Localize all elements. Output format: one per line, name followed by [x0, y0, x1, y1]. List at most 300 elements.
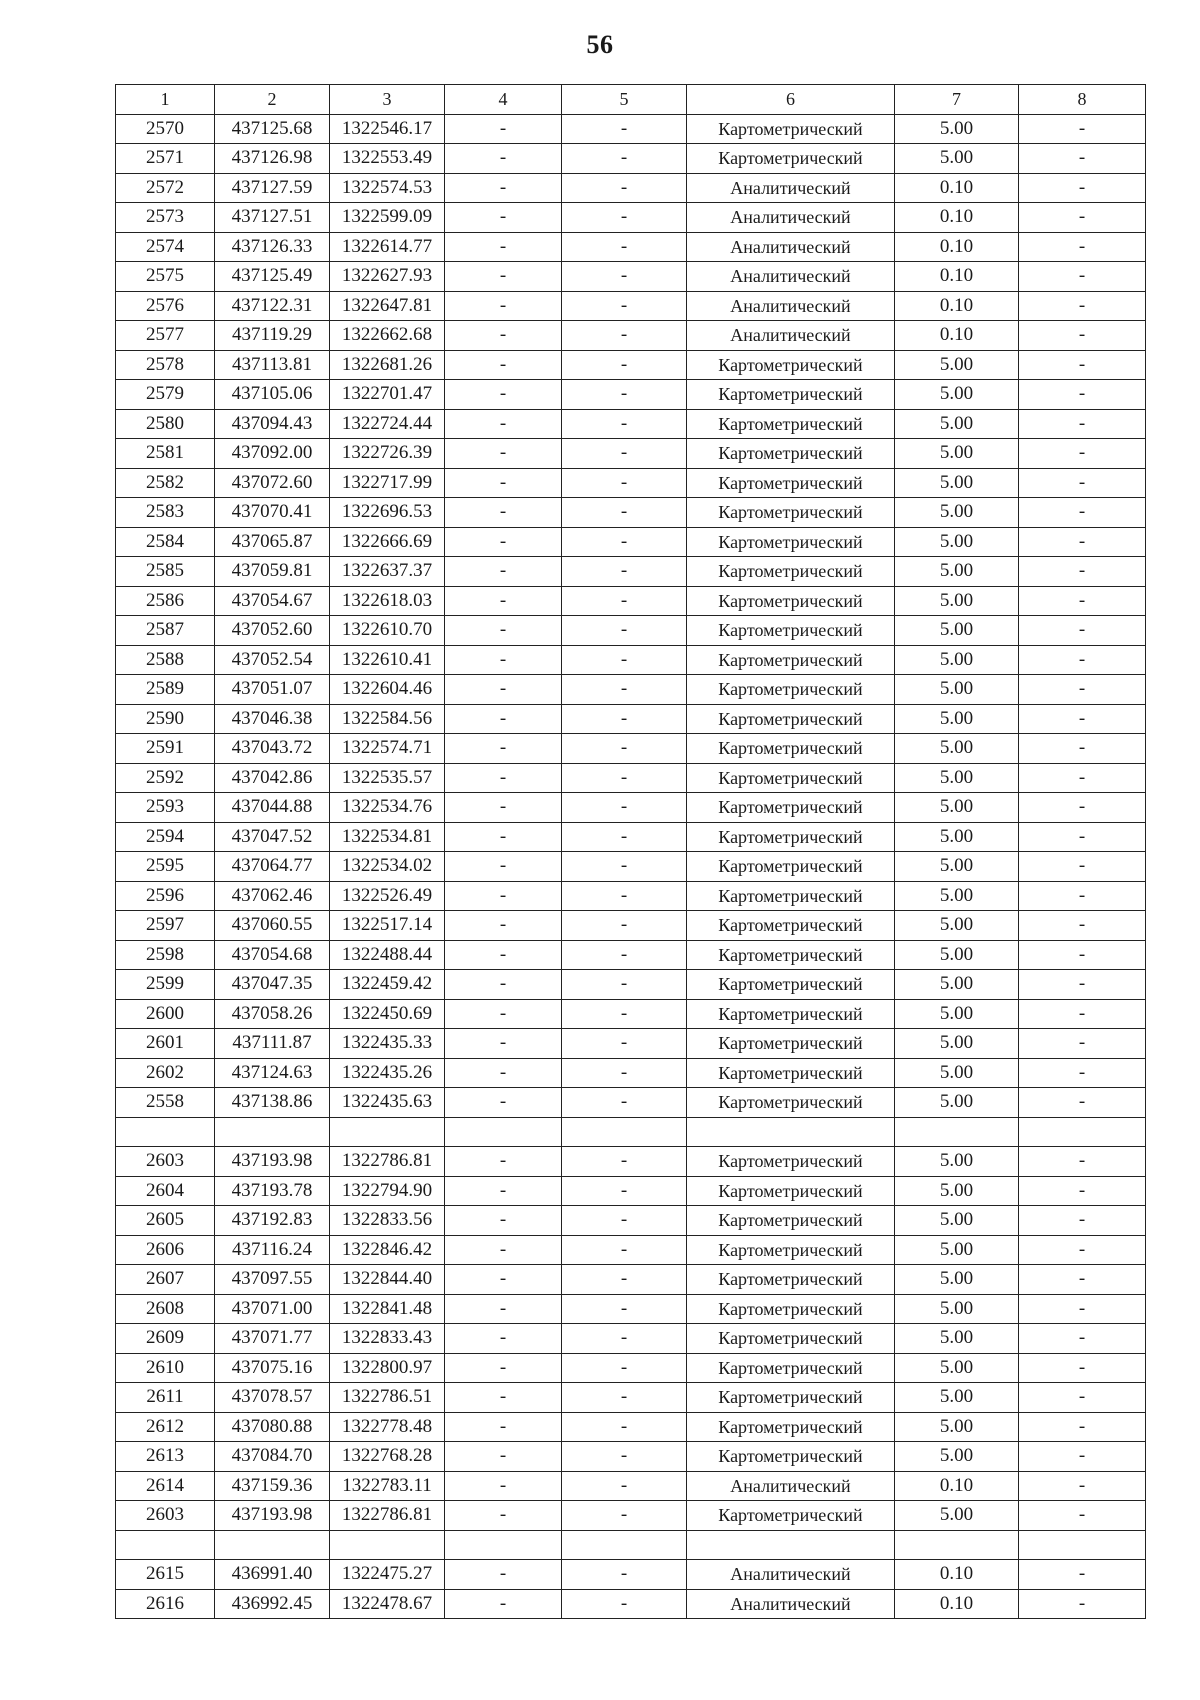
column-8-cell: -	[1019, 321, 1146, 351]
x-coordinate-cell	[215, 1117, 330, 1147]
accuracy-cell: 5.00	[895, 1206, 1019, 1236]
point-id-cell: 2570	[116, 114, 215, 144]
column-8-cell: -	[1019, 1088, 1146, 1118]
x-coordinate-cell: 437070.41	[215, 498, 330, 528]
y-coordinate-cell: 1322604.46	[330, 675, 445, 705]
column-5-cell	[562, 1117, 687, 1147]
column-5-cell: -	[562, 1235, 687, 1265]
accuracy-cell: 0.10	[895, 291, 1019, 321]
method-cell: Картометрический	[687, 1029, 895, 1059]
accuracy-cell: 5.00	[895, 439, 1019, 469]
y-coordinate-cell: 1322768.28	[330, 1442, 445, 1472]
column-5-cell: -	[562, 232, 687, 262]
table-row	[116, 1117, 1146, 1147]
column-8-cell: -	[1019, 409, 1146, 439]
table-row	[116, 675, 1146, 705]
accuracy-cell: 5.00	[895, 1442, 1019, 1472]
column-5-cell: -	[562, 586, 687, 616]
accuracy-cell: 0.10	[895, 1560, 1019, 1590]
method-cell: Аналитический	[687, 262, 895, 292]
column-header: 2	[215, 85, 330, 115]
x-coordinate-cell: 437193.78	[215, 1176, 330, 1206]
column-8-cell: -	[1019, 557, 1146, 587]
point-id-cell: 2588	[116, 645, 215, 675]
x-coordinate-cell: 437159.36	[215, 1471, 330, 1501]
column-8-cell: -	[1019, 1442, 1146, 1472]
x-coordinate-cell: 437111.87	[215, 1029, 330, 1059]
table-row	[116, 1029, 1146, 1059]
x-coordinate-cell: 437054.68	[215, 940, 330, 970]
column-4-cell: -	[445, 852, 562, 882]
table-body	[116, 114, 1146, 1619]
accuracy-cell: 5.00	[895, 645, 1019, 675]
table-row	[116, 852, 1146, 882]
column-4-cell: -	[445, 291, 562, 321]
x-coordinate-cell: 437075.16	[215, 1353, 330, 1383]
x-coordinate-cell: 436992.45	[215, 1589, 330, 1619]
x-coordinate-cell: 437094.43	[215, 409, 330, 439]
column-8-cell: -	[1019, 1029, 1146, 1059]
column-8-cell: -	[1019, 144, 1146, 174]
accuracy-cell: 5.00	[895, 970, 1019, 1000]
column-5-cell: -	[562, 144, 687, 174]
column-5-cell: -	[562, 1088, 687, 1118]
x-coordinate-cell: 437071.00	[215, 1294, 330, 1324]
accuracy-cell: 0.10	[895, 321, 1019, 351]
column-8-cell: -	[1019, 940, 1146, 970]
accuracy-cell: 5.00	[895, 1353, 1019, 1383]
accuracy-cell: 5.00	[895, 498, 1019, 528]
table-row	[116, 1265, 1146, 1295]
method-cell: Картометрический	[687, 1442, 895, 1472]
accuracy-cell: 5.00	[895, 1324, 1019, 1354]
x-coordinate-cell: 437138.86	[215, 1088, 330, 1118]
column-8-cell: -	[1019, 232, 1146, 262]
table-row	[116, 734, 1146, 764]
column-4-cell: -	[445, 527, 562, 557]
column-4-cell: -	[445, 1206, 562, 1236]
point-id-cell: 2589	[116, 675, 215, 705]
method-cell: Аналитический	[687, 203, 895, 233]
accuracy-cell: 5.00	[895, 409, 1019, 439]
method-cell: Картометрический	[687, 1324, 895, 1354]
point-id-cell: 2599	[116, 970, 215, 1000]
y-coordinate-cell: 1322435.63	[330, 1088, 445, 1118]
y-coordinate-cell: 1322647.81	[330, 291, 445, 321]
column-4-cell: -	[445, 498, 562, 528]
y-coordinate-cell: 1322717.99	[330, 468, 445, 498]
x-coordinate-cell: 436991.40	[215, 1560, 330, 1590]
x-coordinate-cell: 437126.98	[215, 144, 330, 174]
method-cell: Картометрический	[687, 1206, 895, 1236]
method-cell: Картометрический	[687, 557, 895, 587]
y-coordinate-cell: 1322475.27	[330, 1560, 445, 1590]
point-id-cell: 2616	[116, 1589, 215, 1619]
method-cell: Картометрический	[687, 1412, 895, 1442]
point-id-cell: 2585	[116, 557, 215, 587]
method-cell: Картометрический	[687, 144, 895, 174]
accuracy-cell	[895, 1117, 1019, 1147]
y-coordinate-cell: 1322584.56	[330, 704, 445, 734]
x-coordinate-cell: 437071.77	[215, 1324, 330, 1354]
method-cell: Аналитический	[687, 173, 895, 203]
column-5-cell: -	[562, 1560, 687, 1590]
accuracy-cell: 5.00	[895, 1058, 1019, 1088]
column-4-cell	[445, 1530, 562, 1560]
x-coordinate-cell: 437047.35	[215, 970, 330, 1000]
method-cell: Картометрический	[687, 1235, 895, 1265]
point-id-cell: 2614	[116, 1471, 215, 1501]
column-8-cell: -	[1019, 527, 1146, 557]
y-coordinate-cell: 1322724.44	[330, 409, 445, 439]
x-coordinate-cell: 437193.98	[215, 1501, 330, 1531]
table-row	[116, 144, 1146, 174]
column-header: 1	[116, 85, 215, 115]
point-id-cell	[116, 1530, 215, 1560]
column-4-cell: -	[445, 763, 562, 793]
accuracy-cell: 5.00	[895, 527, 1019, 557]
column-4-cell: -	[445, 1353, 562, 1383]
column-5-cell: -	[562, 291, 687, 321]
accuracy-cell	[895, 1530, 1019, 1560]
column-8-cell: -	[1019, 1589, 1146, 1619]
column-4-cell: -	[445, 1147, 562, 1177]
accuracy-cell: 5.00	[895, 1294, 1019, 1324]
table-row	[116, 232, 1146, 262]
point-id-cell: 2611	[116, 1383, 215, 1413]
column-8-cell: -	[1019, 173, 1146, 203]
column-4-cell: -	[445, 380, 562, 410]
column-8-cell	[1019, 1530, 1146, 1560]
x-coordinate-cell: 437097.55	[215, 1265, 330, 1295]
table-row	[116, 999, 1146, 1029]
column-4-cell: -	[445, 1265, 562, 1295]
y-coordinate-cell	[330, 1117, 445, 1147]
x-coordinate-cell: 437058.26	[215, 999, 330, 1029]
table-header-row	[116, 85, 1146, 115]
x-coordinate-cell: 437192.83	[215, 1206, 330, 1236]
accuracy-cell: 5.00	[895, 1501, 1019, 1531]
column-5-cell: -	[562, 1294, 687, 1324]
method-cell: Картометрический	[687, 940, 895, 970]
column-8-cell: -	[1019, 822, 1146, 852]
method-cell: Картометрический	[687, 586, 895, 616]
y-coordinate-cell: 1322662.68	[330, 321, 445, 351]
table-row	[116, 1058, 1146, 1088]
method-cell: Картометрический	[687, 1265, 895, 1295]
column-8-cell: -	[1019, 439, 1146, 469]
table-row	[116, 763, 1146, 793]
column-4-cell: -	[445, 1412, 562, 1442]
x-coordinate-cell: 437047.52	[215, 822, 330, 852]
column-4-cell: -	[445, 1383, 562, 1413]
table-row	[116, 1206, 1146, 1236]
column-5-cell: -	[562, 1206, 687, 1236]
column-4-cell: -	[445, 1501, 562, 1531]
accuracy-cell: 5.00	[895, 616, 1019, 646]
column-8-cell: -	[1019, 881, 1146, 911]
point-id-cell: 2607	[116, 1265, 215, 1295]
method-cell: Картометрический	[687, 616, 895, 646]
table-row	[116, 1471, 1146, 1501]
column-5-cell: -	[562, 262, 687, 292]
x-coordinate-cell: 437125.49	[215, 262, 330, 292]
table-row	[116, 970, 1146, 1000]
column-4-cell: -	[445, 114, 562, 144]
point-id-cell: 2575	[116, 262, 215, 292]
table-row	[116, 1147, 1146, 1177]
column-8-cell: -	[1019, 1206, 1146, 1236]
column-5-cell: -	[562, 675, 687, 705]
accuracy-cell: 5.00	[895, 468, 1019, 498]
point-id-cell: 2586	[116, 586, 215, 616]
point-id-cell: 2608	[116, 1294, 215, 1324]
table-row	[116, 1442, 1146, 1472]
column-8-cell: -	[1019, 1176, 1146, 1206]
x-coordinate-cell: 437052.60	[215, 616, 330, 646]
y-coordinate-cell: 1322435.33	[330, 1029, 445, 1059]
y-coordinate-cell: 1322726.39	[330, 439, 445, 469]
point-id-cell: 2600	[116, 999, 215, 1029]
y-coordinate-cell: 1322599.09	[330, 203, 445, 233]
point-id-cell: 2581	[116, 439, 215, 469]
column-5-cell: -	[562, 1383, 687, 1413]
column-4-cell: -	[445, 1589, 562, 1619]
y-coordinate-cell: 1322478.67	[330, 1589, 445, 1619]
point-id-cell: 2580	[116, 409, 215, 439]
table-row	[116, 1560, 1146, 1590]
point-id-cell: 2558	[116, 1088, 215, 1118]
point-id-cell: 2604	[116, 1176, 215, 1206]
column-8-cell: -	[1019, 1471, 1146, 1501]
x-coordinate-cell: 437127.59	[215, 173, 330, 203]
y-coordinate-cell: 1322553.49	[330, 144, 445, 174]
column-5-cell: -	[562, 970, 687, 1000]
column-5-cell: -	[562, 380, 687, 410]
y-coordinate-cell: 1322666.69	[330, 527, 445, 557]
column-8-cell: -	[1019, 1412, 1146, 1442]
column-5-cell: -	[562, 203, 687, 233]
column-4-cell: -	[445, 409, 562, 439]
table-row	[116, 1501, 1146, 1531]
table-row	[116, 793, 1146, 823]
method-cell: Аналитический	[687, 1589, 895, 1619]
point-id-cell: 2598	[116, 940, 215, 970]
method-cell: Аналитический	[687, 291, 895, 321]
column-4-cell: -	[445, 1088, 562, 1118]
table-row	[116, 557, 1146, 587]
column-8-cell: -	[1019, 498, 1146, 528]
accuracy-cell: 5.00	[895, 911, 1019, 941]
method-cell: Картометрический	[687, 911, 895, 941]
column-4-cell: -	[445, 468, 562, 498]
table-row	[116, 881, 1146, 911]
column-4-cell: -	[445, 144, 562, 174]
y-coordinate-cell: 1322574.71	[330, 734, 445, 764]
column-5-cell: -	[562, 1147, 687, 1177]
accuracy-cell: 0.10	[895, 173, 1019, 203]
x-coordinate-cell: 437043.72	[215, 734, 330, 764]
column-5-cell: -	[562, 1412, 687, 1442]
point-id-cell: 2601	[116, 1029, 215, 1059]
column-8-cell: -	[1019, 675, 1146, 705]
method-cell: Аналитический	[687, 232, 895, 262]
column-5-cell: -	[562, 911, 687, 941]
table-row	[116, 527, 1146, 557]
y-coordinate-cell: 1322701.47	[330, 380, 445, 410]
y-coordinate-cell: 1322681.26	[330, 350, 445, 380]
column-8-cell: -	[1019, 203, 1146, 233]
table-row	[116, 940, 1146, 970]
y-coordinate-cell: 1322526.49	[330, 881, 445, 911]
column-5-cell: -	[562, 468, 687, 498]
accuracy-cell: 5.00	[895, 1412, 1019, 1442]
column-5-cell: -	[562, 734, 687, 764]
y-coordinate-cell: 1322459.42	[330, 970, 445, 1000]
method-cell: Картометрический	[687, 1176, 895, 1206]
y-coordinate-cell: 1322786.51	[330, 1383, 445, 1413]
table-row	[116, 1088, 1146, 1118]
y-coordinate-cell: 1322534.76	[330, 793, 445, 823]
column-8-cell: -	[1019, 1324, 1146, 1354]
column-header: 3	[330, 85, 445, 115]
point-id-cell: 2571	[116, 144, 215, 174]
column-4-cell: -	[445, 1294, 562, 1324]
column-5-cell: -	[562, 852, 687, 882]
y-coordinate-cell: 1322618.03	[330, 586, 445, 616]
point-id-cell: 2582	[116, 468, 215, 498]
table-row	[116, 822, 1146, 852]
table-row	[116, 1324, 1146, 1354]
table-row	[116, 911, 1146, 941]
y-coordinate-cell: 1322610.41	[330, 645, 445, 675]
x-coordinate-cell: 437059.81	[215, 557, 330, 587]
column-5-cell: -	[562, 1353, 687, 1383]
table-row	[116, 203, 1146, 233]
x-coordinate-cell: 437046.38	[215, 704, 330, 734]
table-row	[116, 1383, 1146, 1413]
column-4-cell: -	[445, 1442, 562, 1472]
method-cell: Картометрический	[687, 793, 895, 823]
column-5-cell: -	[562, 1324, 687, 1354]
column-4-cell: -	[445, 557, 562, 587]
column-8-cell: -	[1019, 852, 1146, 882]
method-cell: Картометрический	[687, 704, 895, 734]
accuracy-cell: 0.10	[895, 203, 1019, 233]
column-5-cell: -	[562, 940, 687, 970]
accuracy-cell: 5.00	[895, 940, 1019, 970]
column-5-cell: -	[562, 1265, 687, 1295]
point-id-cell: 2597	[116, 911, 215, 941]
x-coordinate-cell	[215, 1530, 330, 1560]
table-row	[116, 173, 1146, 203]
column-8-cell: -	[1019, 1265, 1146, 1295]
y-coordinate-cell: 1322627.93	[330, 262, 445, 292]
x-coordinate-cell: 437072.60	[215, 468, 330, 498]
coordinates-table	[115, 84, 1146, 1619]
column-8-cell: -	[1019, 1383, 1146, 1413]
column-8-cell: -	[1019, 793, 1146, 823]
point-id-cell: 2573	[116, 203, 215, 233]
x-coordinate-cell: 437122.31	[215, 291, 330, 321]
column-8-cell: -	[1019, 704, 1146, 734]
y-coordinate-cell: 1322778.48	[330, 1412, 445, 1442]
method-cell: Картометрический	[687, 439, 895, 469]
method-cell: Картометрический	[687, 1088, 895, 1118]
x-coordinate-cell: 437092.00	[215, 439, 330, 469]
method-cell: Картометрический	[687, 350, 895, 380]
accuracy-cell: 5.00	[895, 1383, 1019, 1413]
table-row	[116, 616, 1146, 646]
column-5-cell: -	[562, 1058, 687, 1088]
x-coordinate-cell: 437119.29	[215, 321, 330, 351]
point-id-cell: 2613	[116, 1442, 215, 1472]
column-4-cell: -	[445, 616, 562, 646]
point-id-cell: 2610	[116, 1353, 215, 1383]
column-5-cell: -	[562, 1589, 687, 1619]
method-cell: Картометрический	[687, 675, 895, 705]
column-8-cell: -	[1019, 645, 1146, 675]
column-4-cell: -	[445, 439, 562, 469]
column-8-cell: -	[1019, 1235, 1146, 1265]
column-header: 5	[562, 85, 687, 115]
method-cell: Картометрический	[687, 114, 895, 144]
column-8-cell: -	[1019, 262, 1146, 292]
point-id-cell: 2591	[116, 734, 215, 764]
accuracy-cell: 0.10	[895, 262, 1019, 292]
y-coordinate-cell: 1322614.77	[330, 232, 445, 262]
x-coordinate-cell: 437084.70	[215, 1442, 330, 1472]
method-cell: Картометрический	[687, 409, 895, 439]
column-5-cell: -	[562, 350, 687, 380]
table-row	[116, 468, 1146, 498]
y-coordinate-cell: 1322800.97	[330, 1353, 445, 1383]
point-id-cell: 2603	[116, 1147, 215, 1177]
table-row	[116, 645, 1146, 675]
accuracy-cell: 5.00	[895, 380, 1019, 410]
column-4-cell: -	[445, 1560, 562, 1590]
accuracy-cell: 5.00	[895, 1235, 1019, 1265]
column-8-cell	[1019, 1117, 1146, 1147]
y-coordinate-cell: 1322450.69	[330, 999, 445, 1029]
method-cell: Аналитический	[687, 321, 895, 351]
page-number: 56	[586, 30, 614, 59]
y-coordinate-cell: 1322844.40	[330, 1265, 445, 1295]
column-4-cell: -	[445, 1176, 562, 1206]
y-coordinate-cell: 1322535.57	[330, 763, 445, 793]
x-coordinate-cell: 437060.55	[215, 911, 330, 941]
y-coordinate-cell: 1322610.70	[330, 616, 445, 646]
method-cell: Картометрический	[687, 822, 895, 852]
method-cell: Аналитический	[687, 1560, 895, 1590]
point-id-cell: 2576	[116, 291, 215, 321]
x-coordinate-cell: 437105.06	[215, 380, 330, 410]
column-4-cell: -	[445, 881, 562, 911]
column-8-cell: -	[1019, 1147, 1146, 1177]
x-coordinate-cell: 437042.86	[215, 763, 330, 793]
y-coordinate-cell: 1322833.56	[330, 1206, 445, 1236]
column-5-cell: -	[562, 822, 687, 852]
accuracy-cell: 5.00	[895, 350, 1019, 380]
accuracy-cell: 5.00	[895, 704, 1019, 734]
point-id-cell: 2590	[116, 704, 215, 734]
column-4-cell: -	[445, 734, 562, 764]
table-row	[116, 704, 1146, 734]
accuracy-cell: 5.00	[895, 586, 1019, 616]
accuracy-cell: 5.00	[895, 822, 1019, 852]
column-8-cell: -	[1019, 911, 1146, 941]
x-coordinate-cell: 437125.68	[215, 114, 330, 144]
